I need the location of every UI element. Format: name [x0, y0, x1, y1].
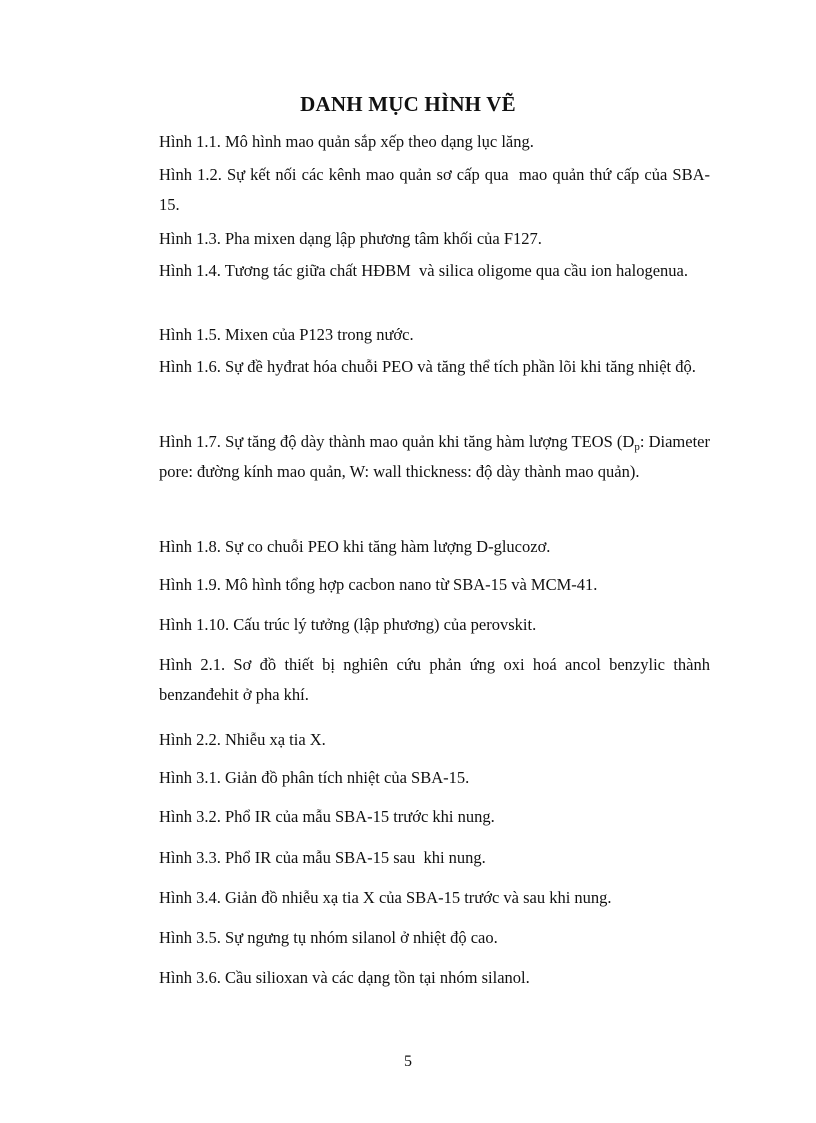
figure-entry-3-1: Hình 3.1. Giản đồ phân tích nhiệt của SBA-15. — [159, 768, 470, 787]
figure-entry-3-4: Hình 3.4. Giản đồ nhiễu xạ tia X của SBA-15 trước và sau khi nung. — [159, 888, 612, 907]
figure-entry-3-2: Hình 3.2. Phổ IR của mẫu SBA-15 trước khi nung. — [159, 807, 495, 826]
figure-entry-3-5: Hình 3.5. Sự ngưng tụ nhóm silanol ở nhiệt độ cao. — [159, 928, 498, 947]
figure-entry-1-7-text-b: : Diameter pore: đường kính mao quản, W: wall thickness: độ dày thành mao quản). — [159, 432, 719, 481]
figure-entry-3-3: Hình 3.3. Phổ IR của mẫu SBA-15 sau khi nung. — [159, 848, 486, 867]
figure-entry-2-1: Hình 2.1. Sơ đồ thiết bị nghiên cứu phản ứng oxi hoá ancol benzylic thành benzanđehit ở pha khí. — [159, 655, 715, 704]
figure-entry-1-1: Hình 1.1. Mô hình mao quản sắp xếp theo dạng lục lăng. — [159, 132, 534, 151]
page-title: DANH MỤC HÌNH VẼ — [300, 92, 516, 116]
page-number: 5 — [404, 1053, 412, 1070]
figure-entry-1-6: Hình 1.6. Sự đề hyđrat hóa chuỗi PEO và tăng thể tích phần lõi khi tăng nhiệt độ. — [159, 357, 696, 376]
figure-entry-1-4: Hình 1.4. Tương tác giữa chất HĐBM và silica oligome qua cầu ion halogenua. — [159, 261, 688, 280]
figure-entry-1-10: Hình 1.10. Cấu trúc lý tưởng (lập phương) của perovskit. — [159, 615, 537, 634]
figure-entry-1-7-subscript: p — [634, 441, 640, 453]
figure-entry-1-3: Hình 1.3. Pha mixen dạng lập phương tâm khối của F127. — [159, 229, 542, 248]
figure-entry-1-2: Hình 1.2. Sự kết nối các kênh mao quản sơ cấp qua mao quản thứ cấp của SBA-15. — [159, 165, 710, 214]
figure-entry-2-2: Hình 2.2. Nhiễu xạ tia X. — [159, 730, 326, 749]
figure-entry-1-7-text-a: Hình 1.7. Sự tăng độ dày thành mao quản khi tăng hàm lượng TEOS (D — [159, 432, 635, 451]
figure-entry-3-6: Hình 3.6. Cầu silioxan và các dạng tồn tại nhóm silanol. — [159, 968, 530, 987]
figure-entry-1-9: Hình 1.9. Mô hình tổng hợp cacbon nano từ SBA-15 và MCM-41. — [159, 575, 598, 594]
figure-entry-1-5: Hình 1.5. Mixen của P123 trong nước. — [159, 325, 414, 344]
figure-entry-1-8: Hình 1.8. Sự co chuỗi PEO khi tăng hàm lượng D-glucozơ. — [159, 537, 551, 556]
figure-entry-1-7 — [159, 427, 719, 487]
